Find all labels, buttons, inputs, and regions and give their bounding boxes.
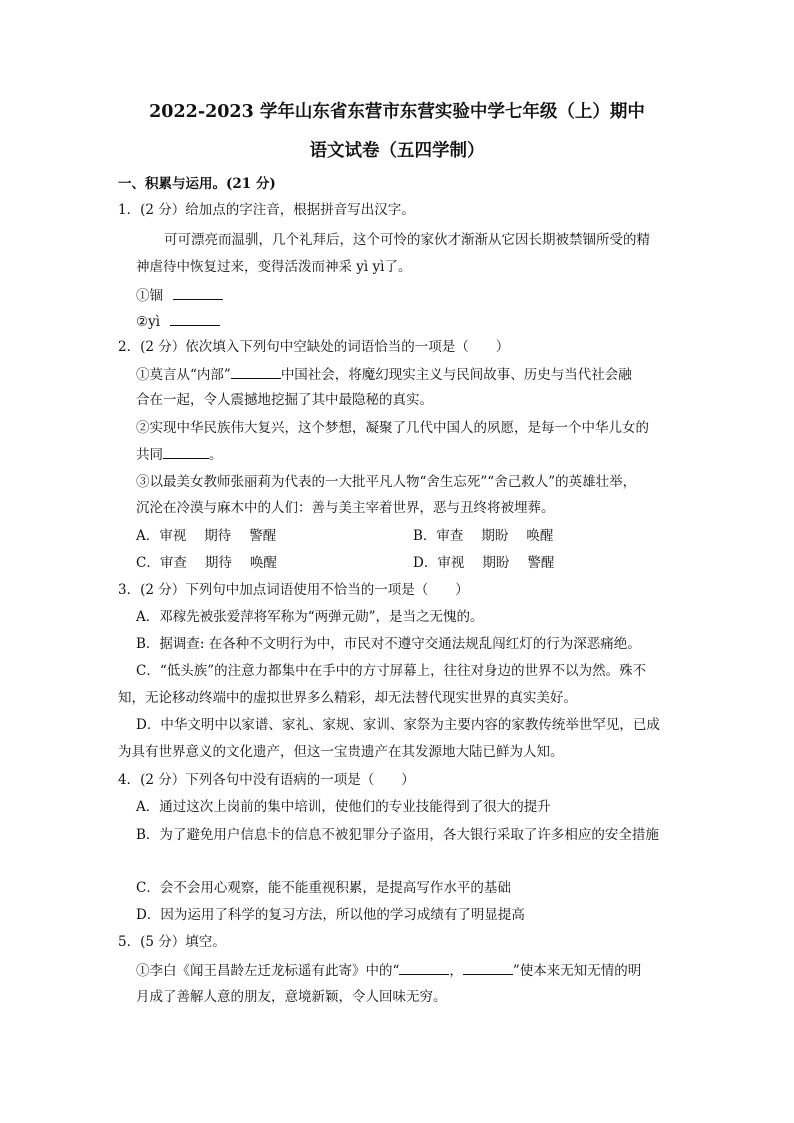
q1-stem: 1．(2 分）给加点的字注音，根据拼音写出汉字。: [118, 202, 415, 218]
q2-s2-pre: 共同: [136, 447, 163, 463]
q2-stem: 2．(2 分）依次填入下列句中空缺处的词语恰当的一项是（ ）: [118, 339, 510, 355]
q2-s1-pre: ①莫言从“内部”: [136, 367, 231, 383]
q2-blank1[interactable]: [231, 364, 281, 379]
q3-option-a[interactable]: A．邓稼先被张爱萍将军称为“两弹元勋”，是当之无愧的。: [136, 609, 484, 625]
q2-b-word3: 唤醒: [526, 528, 554, 544]
q2-sentence1-line1: [136, 364, 632, 385]
q4-option-b[interactable]: B．为了避免用户信息卡的信息不被犯罪分子盗用，各大银行采取了许多相应的安全措施: [136, 827, 659, 843]
section-heading: 一、积累与运用。(21 分): [118, 176, 276, 192]
q2-sentence1-line2: 合在一起，令人震撼地挖掘了其中最隐秘的真实。: [136, 392, 433, 408]
q2-c-word3: 唤醒: [249, 555, 277, 571]
q4-stem: 4．(2 分）下列各句中没有语病的一项是（ ）: [118, 772, 415, 788]
q2-d-word3: 警醒: [527, 555, 555, 571]
q2-blank2[interactable]: [163, 444, 209, 459]
q1-passage-line1: 可可漂亮而温驯，几个礼拜后，这个可怜的家伙才渐渐从它因长期被禁锢所受的精: [164, 232, 650, 248]
q1-item1-blank[interactable]: [173, 285, 223, 300]
q2-sentence2-line1: ②实现中华民族伟大复兴，这个梦想，凝聚了几代中国人的夙愿，是每一个中华儿女的: [136, 420, 649, 436]
q2-sentence2-line2: [136, 444, 223, 465]
q2-sentence3-line2: 沉沦在冷漠与麻木中的人们：善与美主宰着世界，恶与丑终将被埋葬。: [136, 500, 555, 516]
q5-stem: 5．(5 分）填空。: [118, 934, 226, 950]
q3-stem: 3．(2 分）下列句中加点词语使用不恰当的一项是（ ）: [118, 582, 469, 598]
q5-sentence1-line1: [136, 960, 641, 981]
q5-s1-post: ”使本来无知无情的明: [512, 963, 642, 979]
q3-option-d-line1[interactable]: D．中华文明中以家谱、家礼、家规、家训、家祭为主要内容的家教传统举世罕见，已成: [136, 717, 660, 733]
q1-item1: [136, 285, 223, 306]
q2-d-word1: D．审视: [413, 555, 465, 571]
q2-option-c[interactable]: [136, 553, 295, 573]
q3-option-c-line1[interactable]: C．“低头族”的注意力都集中在手中的方寸屏幕上，往往对身边的世界不以为然。殊不: [136, 663, 647, 679]
q2-sentence3-line1: ③以最美女教师张丽莉为代表的一大批平凡人物“舍生忘死”“舍己救人”的英雄壮举，: [136, 474, 637, 490]
q2-s1-post: 中国社会，将魔幻现实主义与民间故事、历史与当代社会融: [280, 367, 632, 383]
q2-s2-post: 。: [209, 447, 223, 463]
q3-option-d-line2: 为具有世界意义的文化遗产，但这一宝贵遗产在其发源地大陆已鲜为人知。: [118, 744, 564, 760]
q2-c-word2: 期待: [204, 555, 232, 571]
q1-item2-label: ②yì: [136, 314, 161, 330]
q5-sentence1-line2: 月成了善解人意的朋友，意境新颖，令人回味无穷。: [136, 989, 447, 1005]
q1-item2: [136, 311, 220, 332]
q2-a-word2: 期待: [204, 528, 232, 544]
q5-s1-pre: ①李白《闻王昌龄左迁龙标遥有此寄》中的“: [136, 963, 400, 979]
q5-blank1[interactable]: [399, 960, 449, 975]
q2-a-word3: 警醒: [249, 528, 277, 544]
exam-title-line2: 语文试卷（五四学制）: [309, 141, 485, 161]
q2-option-a[interactable]: [136, 526, 294, 546]
q4-option-a[interactable]: A．通过这次上岗前的集中培训，使他们的专业技能得到了很大的提升: [136, 799, 551, 815]
q1-passage-line2: 神虐待中恢复过来，变得活泼而神采 yì yì了。: [136, 259, 412, 275]
q2-a-word1: A．审视: [136, 528, 187, 544]
q2-d-word2: 期盼: [482, 555, 510, 571]
exam-title-line1: 2022-2023 学年山东省东营市东营实验中学七年级（上）期中: [149, 102, 645, 122]
q4-option-d[interactable]: D．因为运用了科学的复习方法，所以他的学习成绩有了明显提高: [136, 907, 525, 923]
q2-b-word2: 期盼: [481, 528, 509, 544]
q3-option-c-line2: 知，无论移动终端中的虚拟世界多么精彩，却无法替代现实世界的真实美好。: [118, 690, 577, 706]
q2-option-b[interactable]: [413, 526, 571, 546]
q2-option-d[interactable]: [413, 553, 572, 573]
q2-c-word1: C．审查: [136, 555, 187, 571]
q5-blank2[interactable]: [463, 960, 513, 975]
q4-option-c[interactable]: C．会不会用心观察，能不能重视积累，是提高写作水平的基础: [136, 880, 511, 896]
q1-item1-label: ①锢: [136, 288, 163, 304]
q2-b-word1: B．审查: [413, 528, 464, 544]
q5-s1-mid: ，: [449, 963, 463, 979]
q3-option-b[interactable]: B．据调查: 在各种不文明行为中，市民对不遵守交通法规乱闯红灯的行为深恶痛绝。: [136, 636, 641, 652]
q1-item2-blank[interactable]: [170, 311, 220, 326]
